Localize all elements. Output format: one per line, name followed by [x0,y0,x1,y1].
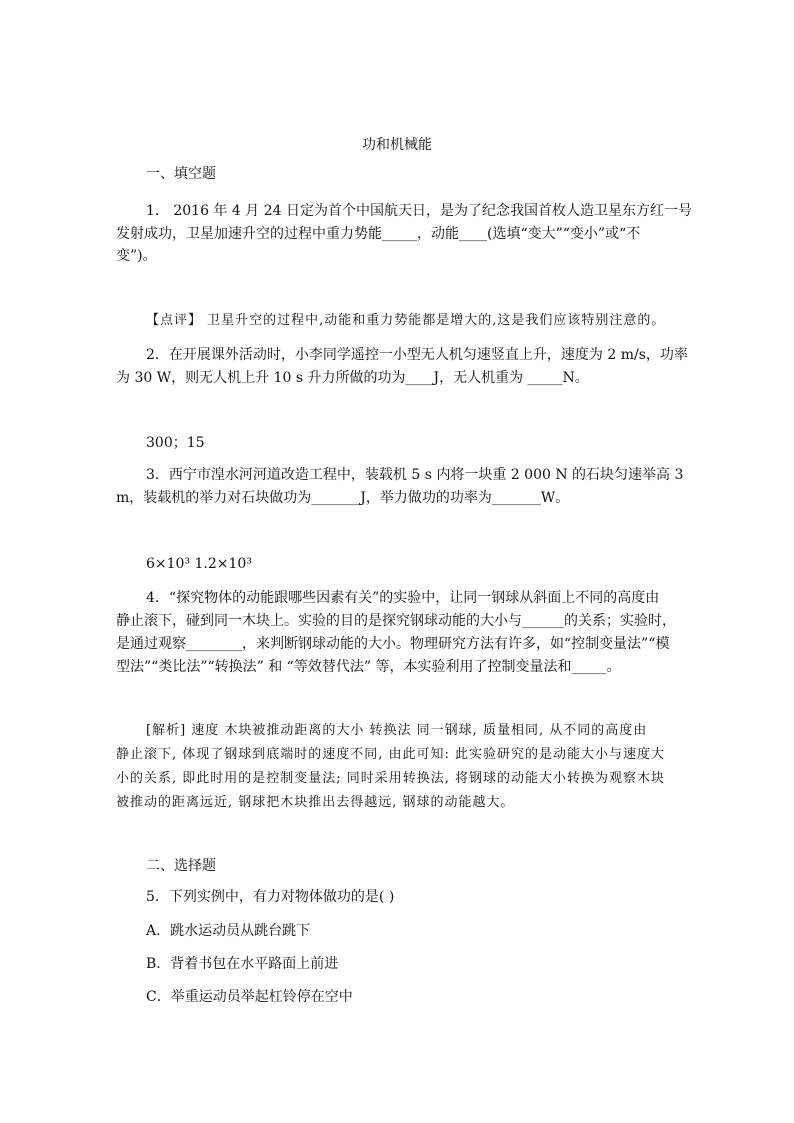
question-1-comment: 【点评】 卫星升空的过程中,动能和重力势能都是增大的,这是我们应该特别注意的。 [146,313,666,328]
question-1-line-2: 发射成功，卫星加速升空的过程中重力势能_____，动能____(选填“变大”“变小”或“不 [116,226,641,242]
question-4-analysis-line-2: 静止滚下, 体现了钢球到底端时的速度不同, 由此可知: 此实验研究的是动能大小与速度大 [116,747,666,762]
section-heading-multiple-choice: 二、选择题 [146,858,216,874]
question-4-line-3: 是通过观察________，来判断钢球动能的大小。物理研究方法有许多，如“控制变量法”“模 [116,636,670,652]
question-5-option-a: A．跳水运动员从跳台跳下 [146,923,311,939]
question-4-analysis-line-4: 被推动的距离远近, 钢球把木块推出去得越远, 钢球的动能越大。 [116,795,515,810]
question-4-analysis-line-1: [解析] 速度 木块被推动距离的大小 转换法 同一钢球, 质量相同, 从不同的高度由 [146,723,648,738]
question-2-line-1: 2．在开展课外活动时，小李同学遥控一小型无人机匀速竖直上升，速度为 2 m/s，功率 [146,347,688,363]
question-3-line-2: m，装载机的举力对石块做功为_______J，举力做功的功率为_______W。 [116,490,570,506]
question-5-option-b: B．背着书包在水平路面上前进 [146,956,339,972]
question-1-line-3: 变”)。 [116,248,157,264]
question-5-stem: 5．下列实例中，有力对物体做功的是( ) [146,889,395,905]
question-1-line-1: 1． 2016 年 4 月 24 日定为首个中国航天日，是为了纪念我国首枚人造卫星东方红一号 [146,203,692,219]
question-4-analysis-line-3: 小的关系, 即此时用的是控制变量法; 同时采用转换法, 将钢球的动能大小转换为观察木块 [116,771,666,786]
question-5-option-c: C．举重运动员举起杠铃停在空中 [146,989,353,1005]
question-2-line-2: 为 30 W，则无人机上升 10 s 升力所做的功为____J，无人机重为 _____N。 [116,370,589,386]
question-4-line-1: 4．“探究物体的动能跟哪些因素有关”的实验中，让同一钢球从斜面上不同的高度由 [146,590,660,606]
question-4-line-2: 静止滚下，碰到同一木块上。实验的目的是探究钢球动能的大小与______的关系；实验时， [116,613,676,629]
question-4-line-4: 型法”“类比法”“转换法” 和 “等效替代法” 等，本实验利用了控制变量法和_____。 [116,659,621,675]
question-3-line-1: 3．西宁市湟水河河道改造工程中，装载机 5 s 内将一块重 2 000 N 的石块匀速举高 3 [146,467,684,483]
page-title: 功和机械能 [362,137,432,153]
question-3-answer: 6×10³ 1.2×10³ [146,556,252,572]
question-2-answer: 300；15 [146,435,205,451]
section-heading-fill-blank: 一、填空题 [146,166,216,182]
